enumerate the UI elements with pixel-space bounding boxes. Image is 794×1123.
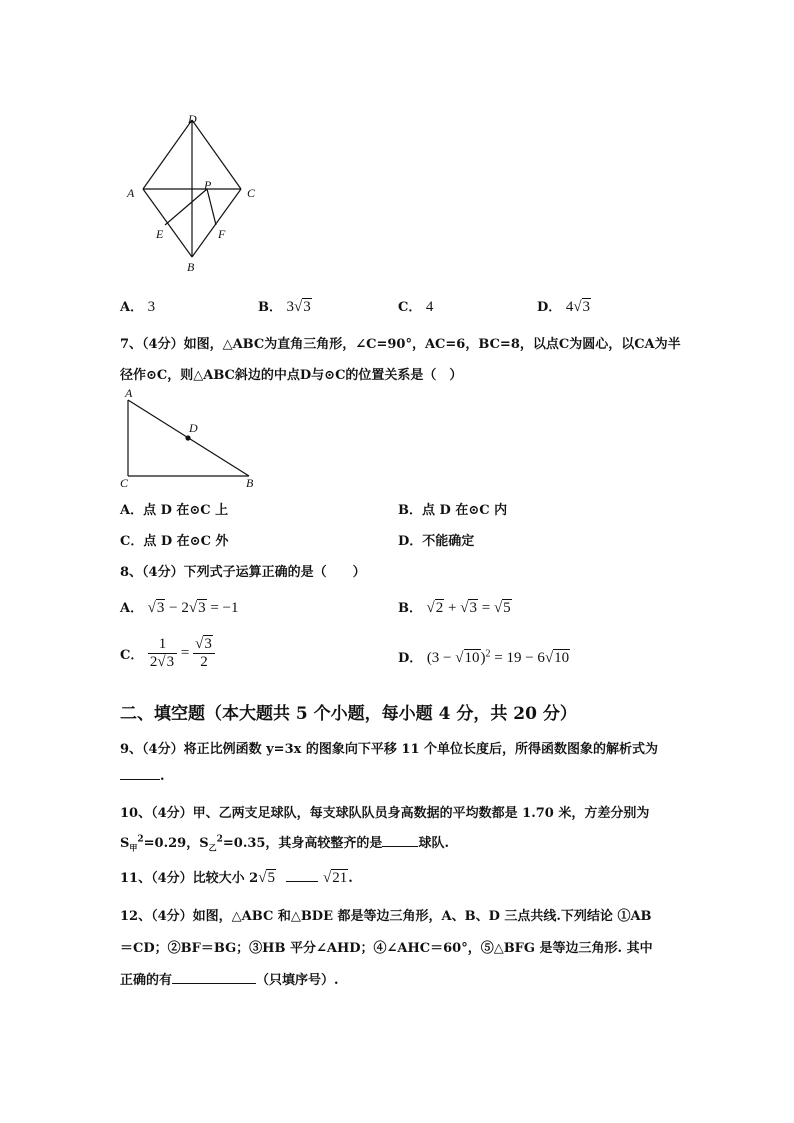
q6-option-a[interactable]: A． 3	[120, 299, 156, 315]
q7-option-d[interactable]: D．不能确定	[398, 534, 475, 549]
q12-stem-line3: 正确的有 （只填序号）.	[120, 973, 339, 988]
label-b-tri: B	[246, 476, 254, 490]
q11-answer-blank[interactable]	[286, 881, 318, 882]
q7-stem-line2: 径作⊙C，则△ABC斜边的中点D与⊙C的位置关系是（ ）	[120, 368, 463, 383]
q6-option-c[interactable]: C． 4	[398, 299, 434, 315]
q7-option-a[interactable]: A．点 D 在⊙C 上	[120, 503, 229, 518]
midpoint-d-dot	[185, 435, 190, 440]
q9-answer-blank[interactable]	[120, 779, 160, 780]
right-triangle-figure	[118, 388, 263, 488]
label-d-tri: D	[189, 421, 198, 435]
label-c-tri: C	[120, 476, 129, 490]
fraction-right: $\frac{√3}{2}$	[193, 636, 215, 671]
q10-answer-blank[interactable]	[382, 846, 418, 847]
q10-stem-line2: $S_甲^2=0.29$，$S_乙^2=0.35$，其身高较整齐的是 球队.	[120, 834, 449, 853]
label-f: F	[218, 227, 226, 241]
q9-answer-line: .	[120, 769, 165, 784]
q7-option-b[interactable]: B．点 D 在⊙C 内	[398, 503, 508, 518]
q7-stem-line1: 7、（4分）如图，△ABC为直角三角形，∠C=90°，AC=6，BC=8，以点C为圆心，以CA为半	[120, 337, 681, 352]
q8-option-d[interactable]: D． $(3 - √10)^2 = 19 - 6√10$	[398, 648, 570, 666]
q8-option-c[interactable]: C． $\frac{1}{2√3}$ = $\frac{√3}{2}$	[120, 636, 215, 671]
q8-option-a[interactable]: A． √3 − 2√3 = −1	[120, 600, 239, 616]
q12-stem-line2: ＝CD；②BF＝BG；③HB 平分∠AHD；④∠AHC＝60°，⑤△BFG 是等边三角形. 其中	[120, 941, 653, 956]
q9-stem-line1: 9、（4分）将正比例函数 y=3x 的图象向下平移 11 个单位长度后，所得函数图象的解析式为	[120, 742, 659, 757]
q8-stem: 8、（4分）下列式子运算正确的是（ ）	[120, 565, 366, 580]
label-a: A	[127, 186, 135, 200]
q6-option-b[interactable]: B． 3√3	[258, 299, 311, 315]
q12-stem-line1: 12、（4分）如图，△ABC 和△BDE 都是等边三角形，A、B、D 三点共线.下列结论 ①AB	[120, 909, 652, 924]
q11-stem: 11、（4分）比较大小 2√5 √21.	[120, 870, 353, 886]
q7-option-c[interactable]: C．点 D 在⊙C 外	[120, 534, 229, 549]
label-c: C	[247, 186, 256, 200]
section-heading-fill-blank: 二、填空题（本大题共 5 个小题，每小题 4 分，共 20 分）	[120, 704, 577, 724]
label-a-tri: A	[125, 386, 133, 400]
q10-stem-line1: 10、（4分）甲、乙两支足球队，每支球队队员身高数据的平均数都是 1.70 米，方差分别为	[120, 806, 650, 821]
q6-option-d[interactable]: D． 4√3	[537, 299, 591, 315]
q12-answer-blank[interactable]	[172, 983, 256, 984]
label-p: P	[204, 178, 212, 192]
label-b: B	[187, 260, 195, 274]
fraction-left: $\frac{1}{2√3}$	[148, 636, 177, 671]
label-e: E	[156, 227, 164, 241]
q8-option-b[interactable]: B． √2 + √3 = √5	[398, 600, 511, 616]
label-d: D	[188, 112, 197, 126]
